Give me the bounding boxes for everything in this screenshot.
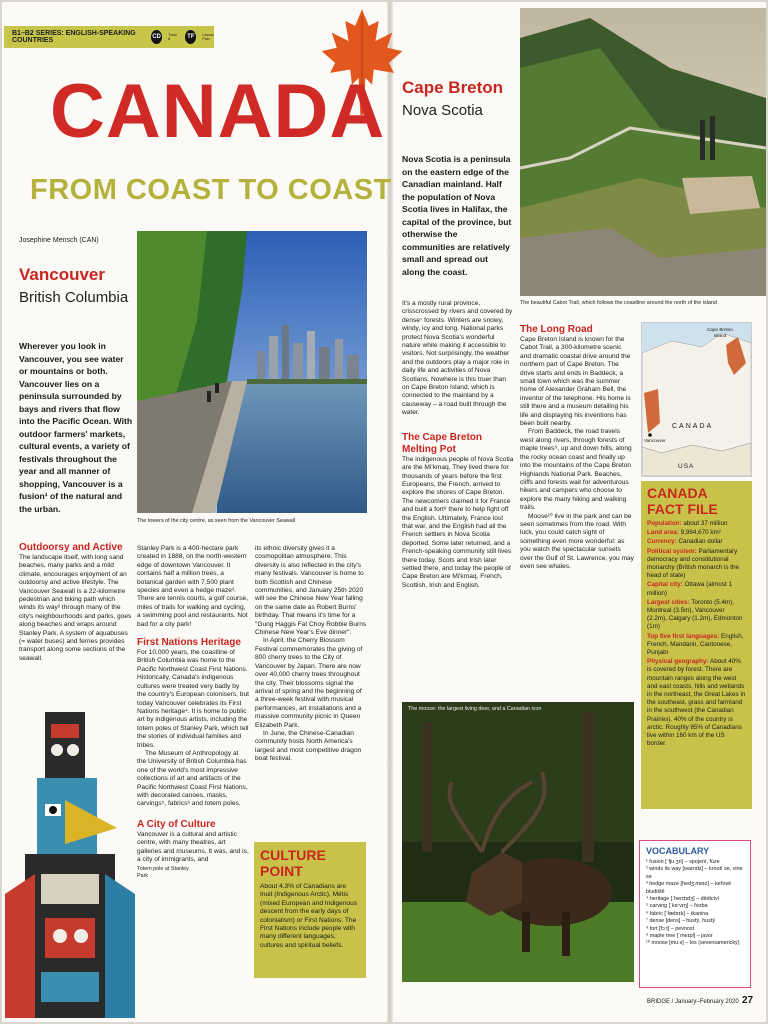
vocab-item: ¹⁰ moose [muːs] – los (severoamerický) <box>646 940 740 947</box>
footer-magazine: BRIDGE / January–February 2020 <box>647 999 739 1005</box>
fact-file-box <box>641 481 752 809</box>
diversity-text: its ethnic diversity gives it a cosmopolitan atmosphere. This diversity is also reflected in the city's many festivals. Vancouver is home to both Scottish and Chinese communities, and January 25th 2020 will see the Chinese New Year falling on the same date as Robert Burns' birthday. That means it's time for a "Gung Haggis Fat Choy Robbie Burns Chinese New Year's Eve dinner". <box>255 545 367 637</box>
page-subtitle: FROM COAST TO COAST <box>30 174 392 206</box>
vocabulary-heading: VOCABULARY <box>646 846 710 856</box>
cabot-trail-photo <box>520 8 766 296</box>
first-nations-text: For 10,000 years, the coastline of British Columbia was home to the Pacific Northwest Coast First Nations. Historically, Canada's indigenous cultures were treated very badly by the country's European colonisers, but today Vancouver celebrates its First Nations heritage⁴. It is home to public art by indigenous artists, including the totem poles of Stanley Park, which tell the stories of individual families and tribes. <box>137 649 249 749</box>
series-label: B1–B2 SERIES: ENGLISH-SPEAKING COUNTRIES <box>12 30 136 44</box>
vancouver-seawall-photo <box>137 231 367 513</box>
vocabulary-box <box>639 840 751 988</box>
culture-point-box <box>254 842 366 978</box>
city-of-culture-text: Vancouver is a cultural and artistic centre, with many theatres, art galleries and museums. It was, and is, a city of immigrants, and <box>137 830 249 863</box>
cherry-blossom-text: In April, the Cherry Blossom Festival commemorates the giving of 800 cherry trees to the City of Vancouver by Japan. There are now over 40,000 cherry trees throughout the city. Their blossoms signal the arrival of spring and the beginning of a three-week festival with musical performances, art installations and a massive community picnic in Queen Elizabeth Park. <box>255 637 363 729</box>
stanley-park-text: Stanley Park is a 400-hectare park created in 1888, on the north-western edge of downtown Vancouver. It contains half a million trees, a botanical garden with 7,500 plant species and even a hedge maze³. There are tennis courts, a golf course, miles of trails for walking and cycling, a swimming pool and restaurants. Not bad for a city park! <box>137 545 249 628</box>
cape-breton-lead: Nova Scotia is a peninsula on the eastern edge of the Canadian mainland. Half the population of Nova Scotia lives in Halifax, the capital of the province, but otherwise the communities are relatively small and spread out along the coast. <box>402 154 512 277</box>
cape-breton-heading: Cape Breton <box>402 78 504 97</box>
fact-item: Population: about 37 million <box>647 520 728 527</box>
magazine-spread <box>2 2 766 1022</box>
outdoorsy-text: The landscape itself, with long sand beaches, many parks and a mild climate, encourages enjoyment of an outdoorsy and active lifestyle. The Vancouver Seawall is a 22-kilometre pedestrian and biking path which winds its way² through many of the city's neighbourhoods and parks, goes along beaches and wraps around Stanley Park. A system of aquabuses (= water buses) and ferries provides transport along some sections of the seawall. <box>19 554 132 662</box>
vocab-item: ⁶ fabric [ˈfæbrɪk] – tkanina <box>646 910 709 917</box>
cabot-trail-caption: The beautiful Cabot Trail, which follows the coastline around the north of the island <box>520 300 717 306</box>
map-label-canada: CANADA <box>672 423 714 430</box>
vancouver-heading: Vancouver <box>19 265 105 284</box>
vocab-item: ⁷ dense [dens] – hustý, hustý <box>646 918 716 925</box>
fact-item: Capital city: Ottawa (almost 1 million) <box>647 581 733 597</box>
cd-track-icon: CD <box>151 30 162 44</box>
melting-pot-text: The indigenous people of Nova Scotia are the Mi'kmaq. They lived there for thousands of years before the first Europeans, the French, arrived to explore the shores of Cape Breton. The newcomers claimed it for France and built a fort⁸ there to help fight off the English. Ultimately, France lost that war, and the English had all the French settlers in Nova Scotia deported. Some later returned, and a French-speaking community still lives there today. Scots and Irish later settled there, and today the people of Cape Breton are Mi'kmaq, French, Scottish, Irish and English. <box>402 455 514 589</box>
moose-caption: The moose: the largest living deer, and a Canadian icon <box>408 706 542 712</box>
canada-map <box>641 322 752 477</box>
vocab-item: ² winds its way [waɪndz] – kroutí se, vine se <box>646 866 743 880</box>
right-column-2 <box>520 324 634 571</box>
column-3 <box>255 545 367 764</box>
vocab-item: ³ hedge maze [hedʒ meɪz] – keřové bludiště <box>646 881 732 895</box>
museum-text: The Museum of Anthropology at the University of British Columbia has one of the world's most impressive collections of art and artifacts of the Pacific Northwest Coast First Nations, with decorated canoes, masks, carvings⁵, fabrics⁶ and totem poles. <box>137 749 248 808</box>
cape-breton-heading-block <box>402 78 516 120</box>
fact-item: Top five first languages: English, French, Mandarin, Cantonese, Punjabi <box>647 632 744 657</box>
vocab-item: ⁸ fort [fɔːt] – pevnost <box>646 925 695 932</box>
vancouver-photo-caption: The towers of the city centre, as seen from the Vancouver Seawall <box>137 518 296 524</box>
fact-item: Currency: Canadian dollar <box>647 538 723 546</box>
canada-map-graphic <box>642 323 751 476</box>
dragon-boat-text: In June, the Chinese-Canadian community hosts North America's largest and most competitive dragon boat festival. <box>255 729 362 763</box>
page-title: CANADA <box>50 69 386 154</box>
first-nations-heading: First Nations Heritage <box>137 637 241 649</box>
right-column-1 <box>402 300 514 590</box>
map-label-island: Cape Breton Island <box>707 327 733 338</box>
lesson-plan-icon: TF <box>185 30 196 44</box>
moose-text: Moose¹⁰ live in the park and can be seen sometimes from the road. With luck, you could catch sight of something even more wonderful: as you watch the spectacular sunsets over the Gulf of St. Lawrence, you may even see whales. <box>520 512 634 570</box>
author: Josephine Mensch (CAN) <box>19 237 99 244</box>
outdoorsy-column <box>19 542 133 663</box>
map-label-usa: USA <box>678 463 695 470</box>
long-road-text: Cape Breton Island is known for the Cabot Trail, a 300-kilometre scenic and dramatic coastal drive around the northern part of Cape Breton. The drive starts and ends in Baddeck, a small town which was the summer home of Alexander Graham Bell, the inventor of the telephone. His home is still there and a museum detailing his life and displaying his inventions has been built nearby. <box>520 336 631 428</box>
lesson-label: Lesson Plan <box>202 33 215 41</box>
fact-item: Land area: 9,984,670 km² <box>647 529 721 537</box>
fact-item: Largest cities: Toronto (5.4m), Montreal (3.5m), Vancouver (2.2m), Calgary (1.2m), Edmonton (1m) <box>647 598 743 631</box>
page-number: 27 <box>742 995 754 1006</box>
totem-caption: Totem pole at Stanley Park <box>137 866 189 880</box>
column-2 <box>137 545 249 880</box>
fact-item: Physical geography: About 40% is covered by forest. There are mountain ranges along the west and east coasts, hills and wetlands in the northeast, the Great Lakes in the southeast, grass and farmland in the southwest (the Canadian Prairies). 40% of the country is arctic. Roughly 85% of Canadians live within 160 km of the US border. <box>647 658 746 748</box>
moose-photo <box>402 702 634 982</box>
melting-pot-heading: The Cape Breton Melting Pot <box>402 431 483 455</box>
long-road-heading: The Long Road <box>520 324 593 335</box>
fact-file-heading: CANADA FACT FILE <box>647 485 718 517</box>
vancouver-lead: Wherever you look in Vancouver, you see water or mountains or both. Vancouver lies on a peninsula surrounded by bays and rivers that flow into the Pacific Ocean. With outdoor farmers' markets, cultural events, a variety of festivals throughout the year and all manner of shopping, Vancouver is a fusion¹ of the natural and the urban. <box>19 341 133 514</box>
culture-point-heading: CULTURE POINT <box>260 847 326 879</box>
baddeck-text: From Baddeck, the road travels west along rivers, through forests of maple trees⁹, up and down hills, along the rocky ocean coast and finally up into the mountains of the Cape Breton Highlands National Park. Beaches, cliffs and forests wait for adventurous hikers and campers who choose to explore the many hiking and walking trails. <box>520 428 632 512</box>
city-of-culture-heading: A City of Culture <box>137 818 216 830</box>
track-label: Track 8 <box>168 33 177 41</box>
vancouver-province: British Columbia <box>19 289 129 306</box>
vancouver-heading-block <box>19 265 139 307</box>
nova-scotia-intro: It's a mostly rural province, crisscrossed by rivers and covered by dense⁷ forests. Winters are snowy, windy, icy and long. National parks protect Nova Scotia's wonderful nature while making it accessible to visitors. Not surprisingly, the weather and the outdoors play a major role in daily life and activities of Nova Scotians. Nowhere is this truer than on Cape Breton Island, which is connected to the mainland by a causeway – a road built through the water. <box>402 300 513 417</box>
vocab-item: ⁹ maple tree [ˈmeɪpl] – javor <box>646 933 713 940</box>
cape-breton-province: Nova Scotia <box>402 102 483 119</box>
vocab-item: ⁵ carving [ˈkɑːvɪŋ] – řezba <box>646 903 708 910</box>
totem-pole-photo <box>5 704 135 1018</box>
map-label-vancouver: Vancouver <box>644 438 666 443</box>
vocab-item: ⁴ heritage [ˈherɪtɪdʒ] – dědictví <box>646 896 720 903</box>
page-gutter <box>387 2 393 1022</box>
vocab-item: ¹ fusion [ˈfjuːʒn] – spojení, fúze <box>646 859 720 865</box>
series-band <box>4 26 214 48</box>
outdoorsy-heading: Outdoorsy and Active <box>19 542 123 553</box>
culture-point-text: About 4.3% of Canadians are Inuit (Indigenous Arctic), Métis (mixed European and Indigenous descent from the early days of colonialism) or First Nations. The First Nations include people with many different languages, cultures and spiritual beliefs. <box>260 883 358 949</box>
fact-file-list <box>647 520 746 748</box>
fact-item: Political system: Parliamentary democracy and constitutional monarchy (British monarch is the head of state) <box>647 547 740 580</box>
